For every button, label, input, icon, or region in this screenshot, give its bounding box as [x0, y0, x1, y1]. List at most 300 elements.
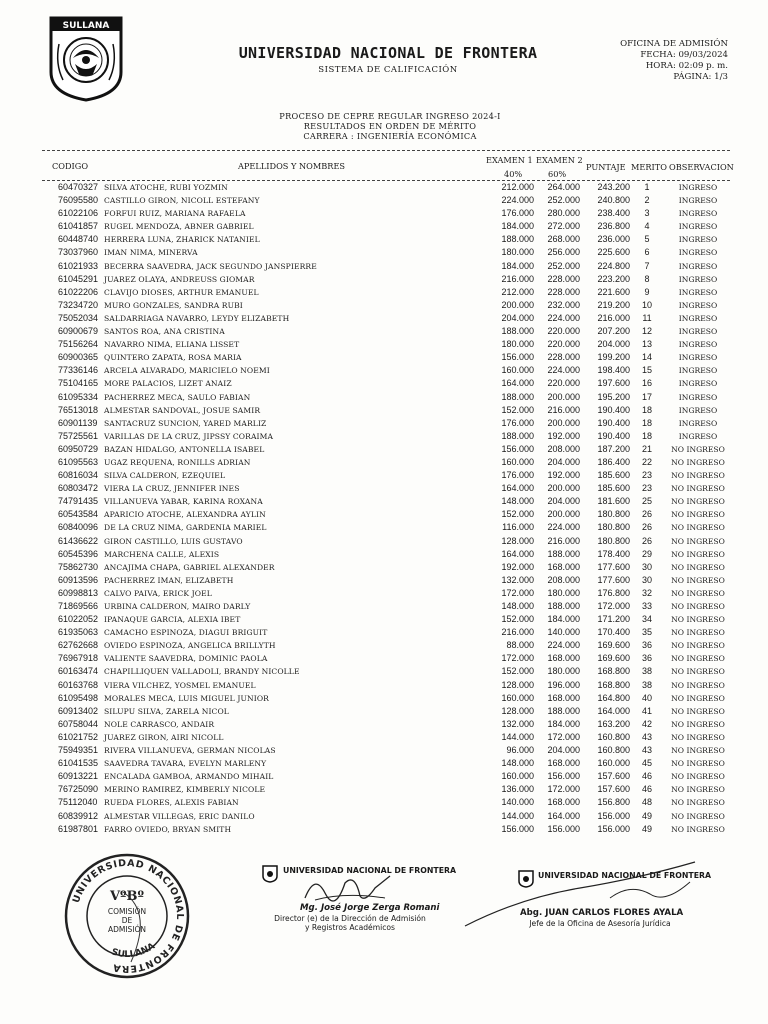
final-score: 172.000 — [597, 601, 630, 611]
header-code: CODIGO — [52, 161, 89, 171]
table-row — [0, 600, 768, 613]
student-code: 61021752 — [58, 731, 99, 742]
student-name: MORE PALACIOS, LIZET ANAIZ — [104, 379, 232, 389]
merit-rank: 30 — [641, 561, 652, 572]
exam2-score: 228.000 — [547, 273, 580, 284]
observation: NO INGRESO — [671, 457, 725, 467]
student-code: 61436622 — [58, 535, 99, 546]
table-row — [0, 430, 768, 443]
student-name: SANTACRUZ SUNCION, YARED MARLIZ — [104, 418, 267, 428]
observation: INGRESO — [678, 366, 718, 376]
student-name: OVIEDO ESPINOZA, ANGELICA BRILLYTH — [104, 641, 276, 651]
exam2-score: 268.000 — [547, 234, 580, 245]
final-score: 156.000 — [597, 810, 630, 821]
student-code: 60901139 — [58, 417, 98, 428]
student-code: 61021933 — [58, 260, 99, 271]
exam2-score: 200.000 — [547, 417, 580, 428]
table-row — [0, 456, 768, 469]
student-name: RUGEL MENDOZA, ABNER GABRIEL — [104, 222, 254, 232]
merit-rank: 26 — [641, 535, 652, 546]
table-row — [0, 443, 768, 456]
exam2-score: 188.000 — [547, 601, 580, 611]
student-name: SILVA CALDERON, EZEQUIEL — [104, 471, 226, 481]
student-name: DE LA CRUZ NIMA, GARDENIA MARIEL — [104, 523, 267, 533]
observation: NO INGRESO — [671, 523, 725, 533]
exam2-score: 184.000 — [547, 614, 580, 625]
student-code: 60913596 — [58, 574, 99, 585]
observation: INGRESO — [678, 340, 718, 350]
final-score: 156.000 — [597, 823, 630, 834]
observation: NO INGRESO — [671, 562, 725, 572]
exam2-score: 252.000 — [547, 260, 580, 271]
final-score: 177.600 — [597, 561, 630, 572]
student-name: IPANAQUE GARCIA, ALEXIA IBET — [104, 615, 241, 625]
table-row — [0, 299, 768, 312]
table-row — [0, 810, 768, 823]
merit-rank: 32 — [641, 587, 652, 598]
merit-rank: 3 — [644, 208, 650, 219]
student-name: ARCELA ALVARADO, MARICIELO NOEMI — [104, 366, 270, 376]
exam2-score: 280.000 — [547, 208, 580, 219]
exam1-score: 192.000 — [501, 561, 534, 572]
observation: NO INGRESO — [671, 510, 725, 520]
report-time: HORA: 02:09 p. m. — [645, 61, 728, 71]
table-row — [0, 639, 768, 652]
merit-rank: 15 — [641, 365, 652, 376]
merit-rank: 18 — [641, 417, 652, 428]
observation: INGRESO — [678, 287, 718, 297]
table-row — [0, 312, 768, 325]
student-code: 71869566 — [58, 601, 99, 611]
table-row — [0, 495, 768, 508]
final-score: 170.400 — [597, 627, 630, 638]
exam2-score: 208.000 — [547, 574, 580, 585]
signature1-name: Mg. José Jorge Zerga Romani — [300, 903, 440, 913]
table-row — [0, 744, 768, 757]
exam1-score: 164.000 — [501, 483, 534, 494]
merit-rank: 4 — [644, 221, 650, 232]
exam1-score: 152.000 — [501, 404, 534, 415]
merit-rank: 29 — [641, 548, 652, 559]
student-code: 60913402 — [58, 705, 99, 716]
merit-rank: 42 — [641, 718, 652, 729]
table-row — [0, 194, 768, 207]
table-row — [0, 377, 768, 390]
final-score: 164.800 — [597, 692, 630, 703]
exam2-score: 188.000 — [547, 548, 580, 559]
exam1-score: 152.000 — [501, 509, 534, 520]
merit-rank: 26 — [641, 509, 652, 520]
merit-rank: 43 — [641, 731, 652, 742]
student-code: 61987801 — [58, 823, 99, 834]
exam1-score: 176.000 — [501, 470, 534, 481]
observation: INGRESO — [678, 353, 718, 363]
exam1-score: 184.000 — [501, 221, 534, 232]
exam1-score: 160.000 — [501, 692, 534, 703]
exam1-score: 160.000 — [501, 365, 534, 376]
merit-rank: 18 — [641, 404, 652, 415]
exam1-score: 188.000 — [501, 234, 534, 245]
table-row — [0, 783, 768, 796]
student-name: JUAREZ OLAYA, ANDREUSS GIOMAR — [104, 274, 255, 284]
student-code: 60900679 — [58, 326, 99, 337]
merit-rank: 13 — [641, 339, 652, 350]
exam1-score: 188.000 — [501, 391, 534, 402]
student-name: SAAVEDRA TAVARA, EVELYN MARLENY — [104, 759, 267, 769]
final-score: 160.000 — [597, 758, 630, 769]
merit-rank: 49 — [641, 810, 652, 821]
observation: NO INGRESO — [671, 667, 725, 677]
exam1-score: 176.000 — [501, 417, 534, 428]
exam1-score: 188.000 — [501, 326, 534, 337]
student-name: CAMACHO ESPINOZA, DIAGUI BRIGUIT — [104, 628, 268, 638]
observation: INGRESO — [678, 248, 718, 258]
merit-rank: 12 — [641, 326, 652, 337]
student-name: VILLANUEVA YABAR, KARINA ROXANA — [104, 497, 263, 507]
merit-rank: 6 — [644, 247, 650, 258]
student-code: 60545396 — [58, 548, 99, 559]
signature-block-director — [250, 858, 457, 938]
observation: NO INGRESO — [671, 654, 725, 664]
final-score: 236.800 — [597, 221, 630, 232]
exam1-score: 128.000 — [501, 535, 534, 546]
final-score: 171.200 — [597, 614, 630, 625]
student-code: 73234720 — [58, 299, 99, 310]
exam1-score: 96.000 — [506, 745, 534, 756]
signature1-role — [250, 914, 450, 932]
merit-rank: 41 — [641, 705, 652, 716]
student-name: URBINA CALDERON, MAIRO DARLY — [104, 602, 251, 611]
student-code: 75112040 — [58, 797, 98, 808]
student-code: 60839912 — [58, 810, 99, 821]
exam2-score: 204.000 — [547, 745, 580, 756]
table-row — [0, 587, 768, 600]
observation: NO INGRESO — [671, 497, 725, 507]
table-row — [0, 705, 768, 718]
student-code: 61095563 — [58, 456, 99, 467]
final-score: 160.800 — [597, 745, 630, 756]
final-score: 157.600 — [597, 784, 630, 795]
logo-text: SULLANA — [62, 21, 110, 31]
observation: INGRESO — [678, 183, 718, 192]
final-score: 176.800 — [597, 587, 630, 598]
observation: NO INGRESO — [671, 746, 725, 756]
merit-rank: 22 — [641, 456, 652, 467]
exam2-score: 204.000 — [547, 496, 580, 507]
table-row — [0, 626, 768, 639]
student-code: 60900365 — [58, 352, 99, 363]
student-name: RIVERA VILLANUEVA, GERMAN NICOLAS — [104, 746, 276, 756]
exam1-score: 140.000 — [501, 797, 534, 808]
exam2-score: 140.000 — [547, 627, 580, 638]
observation: NO INGRESO — [671, 706, 725, 716]
student-code: 74791435 — [58, 496, 99, 507]
exam1-score: 152.000 — [501, 666, 534, 677]
student-code: 61022106 — [58, 208, 99, 219]
exam1-score: 172.000 — [501, 587, 534, 598]
observation: INGRESO — [678, 392, 718, 402]
signature2-role — [500, 919, 700, 928]
table-row — [0, 246, 768, 259]
seal-line3: ADMISIÓN — [107, 925, 147, 934]
student-code: 61022052 — [58, 614, 99, 625]
observation: NO INGRESO — [671, 444, 725, 454]
final-score: 156.800 — [597, 797, 630, 808]
merit-rank: 16 — [641, 378, 652, 389]
final-score: 223.200 — [597, 273, 630, 284]
observation: INGRESO — [678, 222, 718, 232]
student-name: MORALES MECA, LUIS MIGUEL JUNIOR — [104, 693, 269, 703]
student-name: SILUPU SILVA, ZARELA NICOL — [104, 706, 229, 716]
final-score: 225.600 — [597, 247, 630, 258]
exam2-score: 220.000 — [547, 339, 580, 350]
exam1-score: 148.000 — [501, 601, 534, 611]
student-name: JUAREZ GIRON, AIRI NICOLL — [104, 732, 224, 742]
student-name: SALDARRIAGA NAVARRO, LEYDY ELIZABETH — [104, 313, 290, 323]
exam2-score: 220.000 — [547, 326, 580, 337]
exam1-score: 132.000 — [501, 718, 534, 729]
observation: INGRESO — [678, 379, 718, 389]
observation: NO INGRESO — [671, 575, 725, 585]
seal-line2: DE — [121, 916, 133, 925]
exam1-score: 200.000 — [501, 299, 534, 310]
observation: INGRESO — [678, 274, 718, 284]
student-code: 60998813 — [58, 587, 99, 598]
student-name: VIERA LA CRUZ, JENNIFER INES — [104, 484, 240, 494]
merit-rank: 23 — [641, 470, 652, 481]
table-row — [0, 548, 768, 561]
final-score: 181.600 — [597, 496, 630, 507]
exam1-score: 164.000 — [501, 378, 534, 389]
exam1-score: 144.000 — [501, 731, 534, 742]
exam1-score: 136.000 — [501, 784, 534, 795]
observation: NO INGRESO — [671, 602, 725, 611]
exam1-score: 184.000 — [501, 260, 534, 271]
exam1-score: 160.000 — [501, 456, 534, 467]
final-score: 198.400 — [597, 365, 630, 376]
student-name: CALVO PAIVA, ERICK JOEL — [104, 588, 212, 598]
exam1-score: 116.000 — [502, 522, 534, 533]
table-row — [0, 286, 768, 299]
student-name: VIERA VILCHEZ, YOSMEL EMANUEL — [104, 680, 256, 690]
header-exam2: EXAMEN 2 — [536, 155, 583, 165]
final-score: 240.800 — [597, 195, 630, 206]
final-score: 178.400 — [597, 548, 630, 559]
observation: NO INGRESO — [671, 693, 725, 703]
final-score: 157.600 — [597, 771, 630, 782]
exam2-score: 168.000 — [547, 797, 580, 808]
observation: NO INGRESO — [671, 824, 725, 834]
student-code: 75862730 — [58, 561, 99, 572]
signature2-name: Abg. JUAN CARLOS FLORES AYALA — [520, 908, 684, 918]
exam2-score: 216.000 — [547, 535, 580, 546]
header-score: PUNTAJE — [586, 162, 626, 172]
office-info — [590, 39, 728, 83]
student-name: FORFUI RUIZ, MARIANA RAFAELA — [104, 209, 246, 219]
final-score: 180.800 — [597, 509, 630, 520]
exam1-score: 160.000 — [501, 771, 534, 782]
student-code: 75156264 — [58, 339, 99, 350]
exam1-score: 172.000 — [501, 653, 534, 664]
table-row — [0, 718, 768, 731]
table-row — [0, 652, 768, 665]
seal-vobo: VºBº — [109, 889, 145, 904]
table-row — [0, 469, 768, 482]
table-row — [0, 692, 768, 705]
table-row — [0, 535, 768, 548]
final-score: 187.200 — [597, 443, 630, 454]
merit-rank: 33 — [641, 601, 652, 611]
exam2-score: 168.000 — [547, 561, 580, 572]
exam2-score: 264.000 — [547, 182, 580, 192]
exam1-score: 128.000 — [501, 679, 534, 690]
exam2-score: 164.000 — [547, 810, 580, 821]
signature1-role-line1: Director (e) de la Dirección de Admisión — [274, 914, 426, 923]
table-row — [0, 770, 768, 783]
exam2-score: 224.000 — [547, 365, 580, 376]
merit-rank: 5 — [644, 234, 650, 245]
exam2-score: 196.000 — [547, 679, 580, 690]
observation: NO INGRESO — [671, 549, 725, 559]
merit-rank: 11 — [642, 312, 652, 323]
observation: NO INGRESO — [671, 588, 725, 598]
observation: NO INGRESO — [671, 641, 725, 651]
exam2-score: 156.000 — [547, 771, 580, 782]
observation: NO INGRESO — [671, 785, 725, 795]
student-name: GIRON CASTILLO, LUIS GUSTAVO — [104, 536, 243, 546]
observation: INGRESO — [678, 196, 718, 206]
merit-rank: 38 — [641, 679, 652, 690]
merit-rank: 46 — [641, 784, 652, 795]
table-row — [0, 364, 768, 377]
student-name: IMAN NIMA, MINERVA — [104, 248, 198, 258]
final-score: 168.800 — [597, 679, 630, 690]
student-code: 61045291 — [58, 273, 99, 284]
exam2-score: 156.000 — [547, 823, 580, 834]
table-row — [0, 233, 768, 246]
student-code: 60758044 — [58, 718, 99, 729]
student-name: ANCAJIMA CHAPA, GABRIEL ALEXANDER — [104, 562, 275, 572]
signature-block-legal — [460, 858, 710, 938]
signature1-university: UNIVERSIDAD NACIONAL DE FRONTERA — [283, 866, 457, 875]
student-name: UGAZ REQUENA, RONILLS ADRIAN — [104, 457, 251, 467]
table-row — [0, 508, 768, 521]
merit-rank: 46 — [641, 771, 652, 782]
student-code: 60913221 — [58, 771, 99, 782]
page-number: PÁGINA: 1/3 — [673, 72, 728, 82]
student-name: ALMESTAR SANDOVAL, JOSUE SAMIR — [104, 405, 261, 415]
exam1-score: 212.000 — [501, 286, 534, 297]
student-name: NAVARRO NIMA, ELIANA LISSET — [104, 340, 240, 350]
student-code: 76513018 — [58, 404, 99, 415]
table-row — [0, 613, 768, 626]
final-score: 186.400 — [597, 456, 630, 467]
exam2-score: 188.000 — [547, 705, 580, 716]
student-code: 60163768 — [58, 679, 99, 690]
signature2-university: UNIVERSIDAD NACIONAL DE FRONTERA — [538, 871, 712, 880]
student-code: 77336146 — [58, 365, 99, 376]
student-name: ENCALADA GAMBOA, ARMANDO MIHAIL — [104, 772, 274, 782]
university-mini-logo — [262, 865, 278, 883]
table-row — [0, 731, 768, 744]
final-score: 219.200 — [597, 299, 630, 310]
observation: NO INGRESO — [671, 471, 725, 481]
header-observation: OBSERVACION — [669, 162, 734, 172]
merit-rank: 49 — [641, 823, 652, 834]
table-row — [0, 521, 768, 534]
exam1-score: 128.000 — [501, 705, 534, 716]
observation: INGRESO — [678, 418, 718, 428]
student-code: 75104165 — [58, 378, 99, 389]
student-name: SANTOS ROA, ANA CRISTINA — [104, 327, 225, 337]
merit-rank: 9 — [644, 286, 650, 297]
student-name: CASTILLO GIRON, NICOLL ESTEFANY — [104, 196, 260, 206]
exam2-score: 172.000 — [547, 731, 580, 742]
exam1-score: 176.000 — [501, 208, 534, 219]
observation: NO INGRESO — [671, 719, 725, 729]
header-exam1-weight: 40% — [504, 169, 523, 179]
university-logo — [47, 14, 125, 102]
observation: NO INGRESO — [671, 732, 725, 742]
exam2-score: 172.000 — [547, 784, 580, 795]
page-subtitle: SISTEMA DE CALIFICACIÓN — [318, 65, 458, 75]
exam2-score: 228.000 — [547, 286, 580, 297]
table-row — [0, 404, 768, 417]
final-score: 197.600 — [597, 378, 630, 389]
table-row — [0, 482, 768, 495]
exam2-score: 204.000 — [547, 456, 580, 467]
table-row — [0, 679, 768, 692]
student-code: 60840096 — [58, 522, 99, 533]
student-code: 60470327 — [58, 182, 99, 192]
student-name: PACHERREZ MECA, SAULO FABIAN — [104, 392, 251, 402]
observation: NO INGRESO — [671, 811, 725, 821]
seal-bottom-text: SULLANA — [110, 941, 157, 961]
final-score: 243.200 — [597, 182, 630, 192]
observation: NO INGRESO — [671, 628, 725, 638]
report-date: FECHA: 09/03/2024 — [640, 50, 728, 60]
student-name: CHAPILLIQUEN VALLADOLI, BRANDY NICOLLE — [104, 667, 300, 677]
observation: INGRESO — [678, 235, 718, 245]
table-row — [0, 561, 768, 574]
merit-rank: 38 — [641, 666, 652, 677]
student-code: 61095498 — [58, 692, 99, 703]
exam1-score: 132.000 — [501, 574, 534, 585]
observation: NO INGRESO — [671, 484, 725, 494]
exam2-score: 180.000 — [547, 587, 580, 598]
merit-rank: 40 — [641, 692, 652, 703]
results-order: RESULTADOS EN ORDEN DE MÉRITO — [303, 121, 477, 131]
exam1-score: 148.000 — [501, 496, 534, 507]
merit-rank: 43 — [641, 745, 652, 756]
exam1-score: 144.000 — [501, 810, 534, 821]
observation: INGRESO — [678, 261, 718, 271]
exam2-score: 252.000 — [547, 195, 580, 206]
student-code: 61095334 — [58, 391, 99, 402]
exam2-score: 216.000 — [547, 404, 580, 415]
merit-rank: 34 — [641, 614, 652, 625]
merit-rank: 7 — [644, 260, 650, 271]
final-score: 207.200 — [597, 326, 630, 337]
exam1-score: 152.000 — [501, 614, 534, 625]
admission-seal — [63, 852, 191, 980]
student-name: RUEDA FLORES, ALEXIS FABIAN — [104, 798, 239, 808]
signature2-role-line1: Jefe de la Oficina de Asesoría Jurídica — [529, 919, 671, 928]
exam1-score: 224.000 — [501, 195, 534, 206]
student-name: MURO GONZALES, SANDRA RUBI — [104, 300, 243, 310]
final-score: 177.600 — [597, 574, 630, 585]
table-row — [0, 574, 768, 587]
